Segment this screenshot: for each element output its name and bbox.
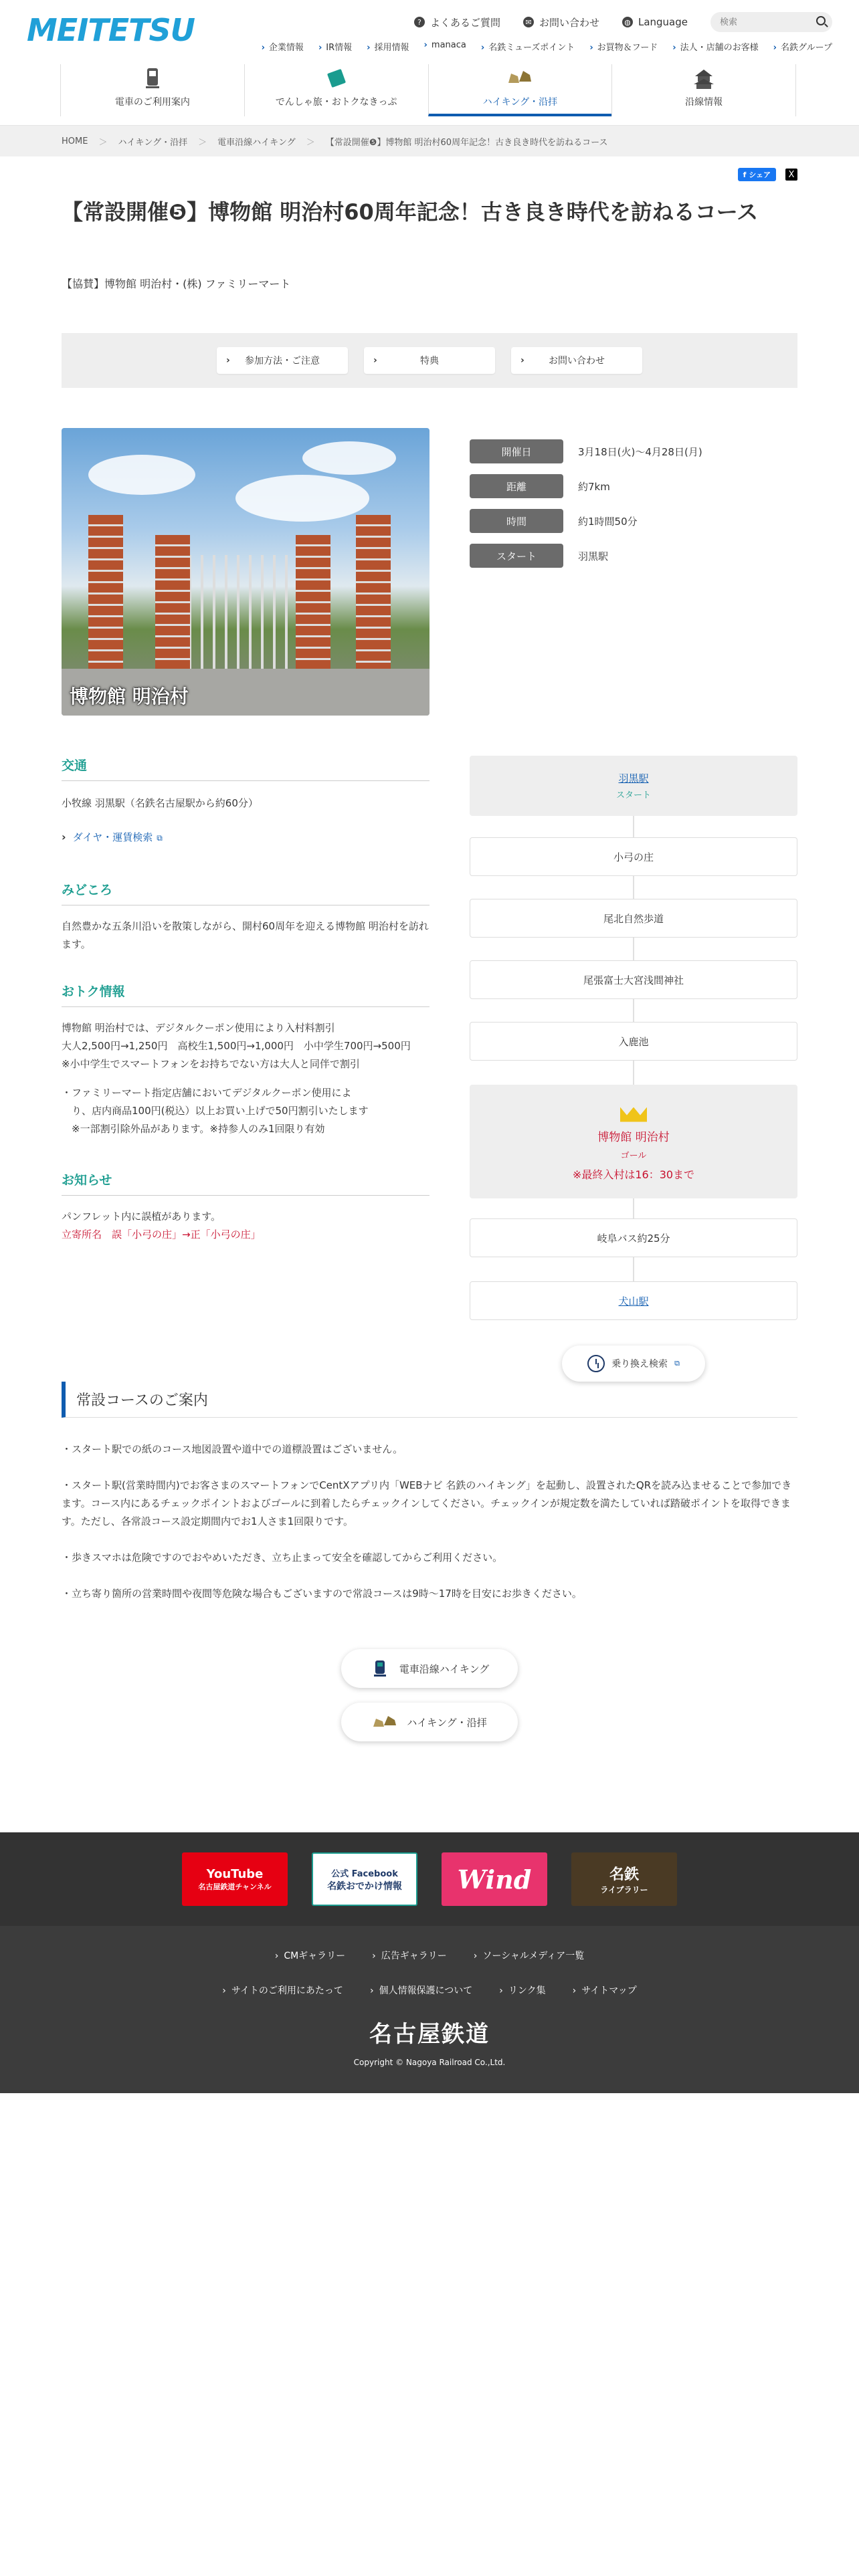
youtube-banner-title: YouTube	[206, 1866, 264, 1881]
info-date	[470, 439, 702, 464]
library-banner-title: 名鉄	[609, 1866, 639, 1883]
highlight-heading: みどころ	[62, 880, 430, 905]
info-label: 時間	[470, 509, 563, 533]
notice-text: パンフレット内に誤植があります。	[62, 1210, 221, 1222]
tab-how-to-join[interactable]: › 参加方法・ご注意	[217, 347, 348, 374]
facebook-banner[interactable]	[312, 1852, 417, 1906]
train-icon	[370, 1658, 390, 1679]
subnav-manaca[interactable]: › manaca	[424, 40, 466, 53]
start-label: スタート	[615, 790, 651, 800]
subnav-muse-point[interactable]: › 名鉄ミューズポイント	[481, 40, 575, 53]
breadcrumb-line-hiking[interactable]: 電車沿線ハイキング	[217, 137, 296, 148]
cloud	[235, 475, 369, 522]
contact-label: お問い合わせ	[539, 16, 599, 29]
line-hiking-button[interactable]	[341, 1649, 518, 1688]
deals-bullet: り、店内商品100円(税込）以上お買い上げで50円割引いたします	[62, 1105, 369, 1117]
subnav-corporate[interactable]: › 企業情報	[262, 40, 304, 53]
cloud	[88, 455, 195, 495]
route-bus: 岐阜バス約25分	[470, 1218, 797, 1257]
copyright: Copyright © Nagoya Railroad Co.,Ltd.	[353, 2058, 506, 2067]
deals-section	[62, 982, 430, 1138]
footer-link-privacy[interactable]: › 個人情報保護について	[370, 1983, 472, 1997]
deals-bullet: ※一部割引除外品があります。※持参人のみ1回限り有効	[62, 1123, 325, 1135]
route-end	[470, 1281, 797, 1320]
route-goal	[470, 1085, 797, 1198]
info-label: スタート	[470, 544, 563, 568]
tab-contact[interactable]: › お問い合わせ	[511, 347, 642, 374]
faq-link[interactable]	[414, 15, 500, 29]
course-notes	[62, 1440, 797, 1621]
photo-caption: 博物館 明治村	[70, 685, 189, 708]
note-item: ・歩きスマホは危険ですのでおやめいただき、立ち止まって安全を確認してからご利用ください。	[62, 1551, 503, 1564]
iron-gate	[189, 555, 302, 669]
access-text: 小牧線 羽黒駅（名鉄名古屋駅から約60分）	[62, 797, 258, 809]
access-heading: 交通	[62, 756, 430, 781]
wind-banner[interactable]	[442, 1852, 547, 1906]
gnav-label: 電車のご利用案内	[114, 97, 190, 108]
site-header	[0, 0, 859, 126]
facebook-banner-title: 公式 Facebook	[331, 1868, 398, 1879]
deals-line: 博物館 明治村では、デジタルクーポン使用により入村料割引	[62, 1022, 335, 1034]
gnav-label: でんしゃ旅・おトクなきっぷ	[275, 97, 397, 108]
note-item: ・立ち寄り箇所の営業時間や夜間等危険な場合もございますので常設コースは9時〜17時を目安にお歩きください。	[62, 1588, 582, 1600]
subnav-business[interactable]: › 法人・店舗のお客様	[672, 40, 758, 53]
gnav-label: ハイキング・沿拝	[482, 97, 558, 108]
external-link-icon: ⧉	[157, 833, 163, 843]
highlight-text: 自然豊かな五条川沿いを散策しながら、開村60周年を迎える博物館 明治村を訪れます。	[62, 920, 429, 950]
footer-link-ad[interactable]: › 広告ギャラリー	[372, 1949, 447, 1962]
facebook-share-label: シェア	[749, 171, 771, 179]
facebook-banner-sub: 名鉄おでかけ情報	[327, 1881, 402, 1892]
hiking-shoes-icon	[507, 67, 533, 90]
wind-banner-label: Wind	[457, 1864, 532, 1895]
gnav-label: 沿線情報	[685, 97, 723, 108]
button-label: ハイキング・沿拝	[407, 1716, 487, 1729]
route-point: 小弓の庄	[470, 837, 797, 876]
info-value: 約7km	[578, 480, 610, 493]
train-icon	[140, 67, 165, 90]
access-section	[62, 756, 430, 844]
logo-text: MEITETSU	[27, 12, 195, 48]
language-label: Language	[638, 16, 688, 28]
chevron-right-icon: ›	[62, 831, 66, 843]
footer-links-1	[0, 1926, 859, 1962]
subnav-recruit[interactable]: › 採用情報	[367, 40, 409, 53]
gnav-line-info[interactable]	[611, 64, 796, 116]
footer-links-2	[0, 1983, 859, 1997]
search-icon[interactable]	[816, 16, 826, 25]
footer-link-cm[interactable]: › CMギャラリー	[275, 1949, 345, 1962]
info-label: 距離	[470, 474, 563, 498]
footer	[0, 1926, 859, 2093]
transfer-label: 乗り換え検索	[611, 1359, 668, 1370]
route-start	[470, 756, 797, 816]
section-title: 常設コースのご案内	[62, 1382, 797, 1418]
subnav-ir[interactable]: › IR情報	[318, 40, 352, 53]
cloud	[302, 441, 396, 475]
question-icon: ?	[414, 17, 425, 27]
hiking-shoes-icon	[372, 1713, 397, 1731]
timetable-fare-link[interactable]: ダイヤ・運賃検索	[72, 831, 153, 843]
youtube-banner[interactable]	[182, 1852, 288, 1906]
ticket-icon	[324, 67, 349, 90]
goal-label: ゴール	[620, 1150, 647, 1161]
search-box	[710, 12, 832, 32]
faq-label: よくあるご質問	[430, 16, 500, 29]
footer-brand: 名古屋鉄道	[369, 2021, 490, 2048]
subnav-shopping[interactable]: › お買物＆フード	[589, 40, 658, 53]
gnav-trip-tickets[interactable]	[244, 64, 428, 116]
footer-link-social[interactable]: › ソーシャルメディア一覧	[474, 1949, 585, 1962]
note-item: ・スタート駅での紙のコース地図設置や道中での道標設置はございません。	[62, 1443, 403, 1455]
breadcrumb-separator: ＞	[198, 137, 207, 148]
meitetsu-logo[interactable]	[27, 12, 195, 48]
deals-bullet: ・ファミリーマート指定店舗においてデジタルクーポン使用によ	[62, 1087, 352, 1099]
gnav-hiking[interactable]	[428, 64, 612, 116]
brick-pillar	[155, 535, 190, 669]
search-input[interactable]	[710, 12, 811, 32]
transfer-search-button[interactable]	[562, 1346, 705, 1382]
brick-pillar	[356, 515, 391, 669]
start-station-link[interactable]: 羽黒駅	[618, 772, 649, 784]
deals-line: 大人2,500円→1,250円 高校生1,500円→1,000円 小中学生700円→500円	[62, 1040, 411, 1052]
breadcrumb	[0, 126, 859, 156]
info-distance	[470, 473, 702, 499]
subnav-group[interactable]: › 名鉄グループ	[773, 40, 832, 53]
breadcrumb-hiking[interactable]: ハイキング・沿拝	[118, 137, 188, 148]
info-time	[470, 508, 702, 534]
footer-link-links[interactable]: › リンク集	[499, 1983, 545, 1997]
brick-pillar	[88, 515, 123, 669]
footer-banners	[0, 1832, 859, 1926]
hiking-top-button[interactable]	[341, 1703, 518, 1741]
utility-nav	[414, 12, 832, 32]
info-value: 約1時間50分	[578, 515, 638, 528]
footer-link-sitemap[interactable]: › サイトマップ	[573, 1983, 637, 1997]
note-item: ・スタート駅(営業時間内)でお客さまのスマートフォンでCentXアプリ内「WEBナビ 名鉄のハイキング」を起動し、設置されたQRを読み込ませることで参加できます。コース内にあるチェックポイントおよびゴールに到着したらチェックインしてください。チェックインが規定数を満たしていれば踏破ポイントを取得できます。ただし、各常設コース設定期間内でお1人さま1回限りです。	[62, 1479, 792, 1527]
anchor-tabs	[62, 333, 797, 388]
mail-icon: ✉	[523, 17, 534, 27]
global-nav	[60, 64, 796, 116]
breadcrumb-separator: ＞	[306, 137, 315, 148]
course-info	[470, 439, 702, 578]
route-point: 尾北自然歩道	[470, 899, 797, 938]
contact-link[interactable]	[523, 15, 599, 29]
x-share-button[interactable]: X	[785, 169, 797, 181]
route-point: 入鹿池	[470, 1022, 797, 1061]
info-label: 開催日	[470, 439, 563, 463]
notice-correction: 立寄所名 誤「小弓の庄」→正「小弓の庄」	[62, 1228, 261, 1241]
deals-line: ※小中学生でスマートフォンをお持ちでない方は大人と同伴で割引	[62, 1058, 360, 1070]
clock-icon	[587, 1355, 605, 1372]
page-title: 【常設開催❺】博物館 明治村60周年記念！古き良き時代を訪ねるコース	[62, 199, 759, 225]
info-value: 羽黒駅	[578, 550, 609, 562]
breadcrumb-separator: ＞	[98, 137, 108, 148]
deals-heading: おトク情報	[62, 982, 430, 1007]
globe-icon: ◍	[622, 17, 633, 27]
goal-note: ※最終入村は16：30まで	[572, 1168, 695, 1181]
sub-nav	[262, 40, 832, 53]
footer-link-terms[interactable]: › サイトのご利用にあたって	[222, 1983, 343, 1997]
library-banner-sub: ライブラリー	[600, 1885, 648, 1895]
meiji-mura-gate-photo	[62, 428, 430, 716]
crown-icon	[620, 1102, 647, 1122]
tab-benefits[interactable]: › 特典	[364, 347, 495, 374]
language-link[interactable]	[622, 16, 688, 28]
gnav-train-guide[interactable]	[60, 64, 244, 116]
timetable-link-row	[62, 830, 430, 844]
highlight-section	[62, 880, 430, 954]
share-buttons	[738, 168, 797, 181]
youtube-banner-sub: 名古屋鉄道チャンネル	[198, 1882, 272, 1891]
sponsor-text: 【協賛】博物館 明治村・(株) ファミリーマート	[62, 278, 291, 290]
button-label: 電車沿線ハイキング	[399, 1662, 490, 1675]
notice-heading: お知らせ	[62, 1170, 430, 1196]
brick-pillar	[296, 535, 330, 669]
breadcrumb-current: 【常設開催❺】博物館 明治村60周年記念！古き良き時代を訪ねるコース	[325, 137, 608, 148]
library-banner[interactable]	[571, 1852, 677, 1906]
goal-name: 博物館 明治村	[597, 1130, 670, 1144]
notice-section	[62, 1170, 430, 1244]
info-start	[470, 543, 702, 568]
external-link-icon: ⧉	[674, 1359, 680, 1368]
info-value: 3月18日(火)〜4月28日(月)	[578, 445, 702, 458]
end-station-link[interactable]: 犬山駅	[618, 1295, 649, 1307]
breadcrumb-home[interactable]: HOME	[62, 136, 88, 146]
route-point: 尾張富士大宮浅間神社	[470, 960, 797, 999]
facebook-share-button[interactable]: f シェア	[738, 168, 776, 181]
castle-icon	[691, 67, 717, 90]
